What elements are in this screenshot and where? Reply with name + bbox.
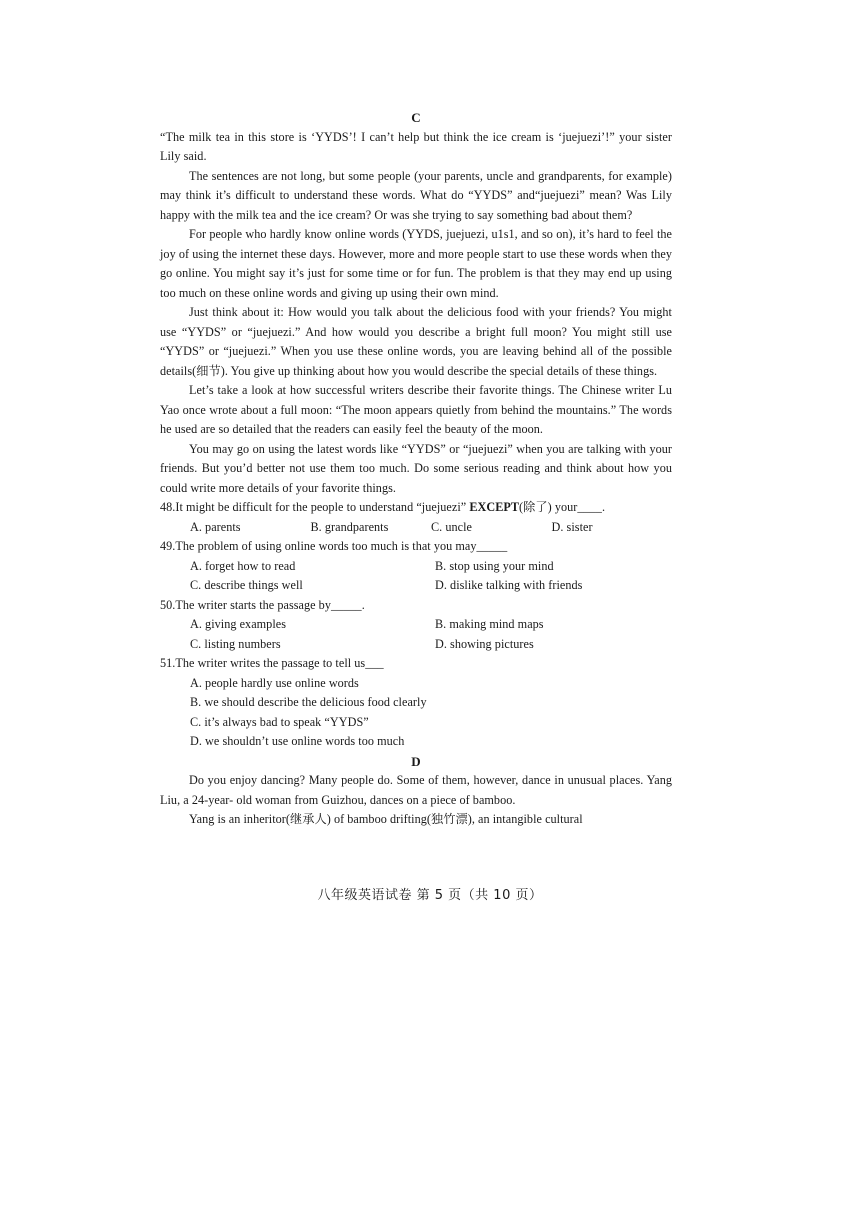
section-c-paragraph-3: For people who hardly know online words (YYDS, juejuezi, u1s1, and so on), it’s hard to feel the joy of using the internet these days. However, more and more people start to use these words when they go online. You might say it’s just for some time or for fun. The problem is that they may end up using too much on these online words and giving up using their own mind.: [160, 227, 672, 300]
section-c-paragraph-4: Just think about it: How would you talk about the delicious food with your friends? You might use “YYDS” or “juejuezi.” And how would you describe a bright full moon? You might still use “YYDS” or “juejuezi.” When you use these online words, you are leaving behind all of the possible details(细节). You give up thinking about how you would describe the special details of these things.: [160, 305, 672, 378]
question-51-stem: 51.The writer writes the passage to tell us___: [160, 656, 384, 670]
question-50-option-b: B. making mind maps: [435, 617, 544, 631]
question-48-stem: [160, 498, 672, 518]
question-48-option-d: D. sister: [551, 519, 593, 534]
question-49-options-row-2: [160, 576, 672, 596]
question-48-options: [160, 518, 672, 538]
question-48-option-a: A. parents: [190, 519, 241, 534]
section-c-paragraph-5: Let’s take a look at how successful writers describe their favorite things. The Chinese writer Lu Yao once wrote about a full moon: “The moon appears quietly from behind the mountains.” The words he used are so detailed that the readers can easily feel the beauty of the moon.: [160, 383, 672, 436]
question-51-option-d: D. we shouldn’t use online words too much: [190, 734, 405, 748]
question-51-option-c: C. it’s always bad to speak “YYDS”: [190, 714, 369, 729]
section-c-paragraph-2: The sentences are not long, but some people (your parents, uncle and grandparents, for example) may think it’s difficult to understand these words. What do “YYDS” and“juejuezi” mean? Was Lily happy with the milk tea and the ice cream? Or was she trying to say something bad about them?: [160, 168, 672, 222]
section-d-heading: D: [411, 753, 421, 769]
question-48-stem-text: 48.It might be difficult for the people to understand “juejuezi”: [160, 500, 470, 514]
question-50-options-row-2: [160, 635, 672, 655]
question-49-option-a: A. forget how to read: [190, 558, 296, 573]
page-content: [160, 108, 672, 830]
question-49-option-b: B. stop using your mind: [435, 558, 554, 573]
question-49-options-row-1: [160, 557, 672, 577]
question-49-option-d: D. dislike talking with friends: [435, 578, 583, 592]
question-49-option-c: C. describe things well: [190, 578, 303, 592]
question-48-option-c: C. uncle: [431, 519, 473, 534]
question-50-stem: 50.The writer starts the passage by_____.: [160, 597, 365, 612]
question-48-except: EXCEPT: [469, 500, 520, 514]
section-c-heading: C: [411, 110, 421, 125]
question-50-option-d: D. showing pictures: [435, 636, 534, 651]
question-50-options-row-1: [160, 615, 672, 635]
section-d-paragraph-1: Do you enjoy dancing? Many people do. Some of them, however, dance in unusual places. Yang Liu, a 24-year- old woman from Guizhou, dances on a piece of bamboo.: [160, 773, 672, 807]
question-48-stem-end: (除了) your____.: [519, 500, 606, 514]
page-footer: 八年级英语试卷 第 5 页（共 10 页）: [317, 888, 543, 903]
question-51-option-a: A. people hardly use online words: [190, 675, 359, 690]
section-c-paragraph-1: “The milk tea in this store is ‘YYDS’! I can’t help but think the ice cream is ‘juejuezi’!” your sister Lily said.: [160, 129, 672, 163]
section-c-paragraph-6: You may go on using the latest words like “YYDS” or “juejuezi” when you are talking with your friends. But you’d better not use them too much. Do some serious reading and think about how you could write more details of your favorite things.: [160, 441, 672, 495]
question-50-option-a: A. giving examples: [190, 617, 287, 631]
section-d-paragraph-2: Yang is an inheritor(继承人) of bamboo drifting(独竹漂), an intangible cultural: [189, 812, 583, 826]
question-50-option-c: C. listing numbers: [190, 636, 281, 651]
question-49-stem: 49.The problem of using online words too much is that you may_____: [160, 539, 508, 553]
question-48-option-b: B. grandparents: [310, 519, 389, 534]
question-51-option-b: B. we should describe the delicious food clearly: [190, 695, 427, 709]
